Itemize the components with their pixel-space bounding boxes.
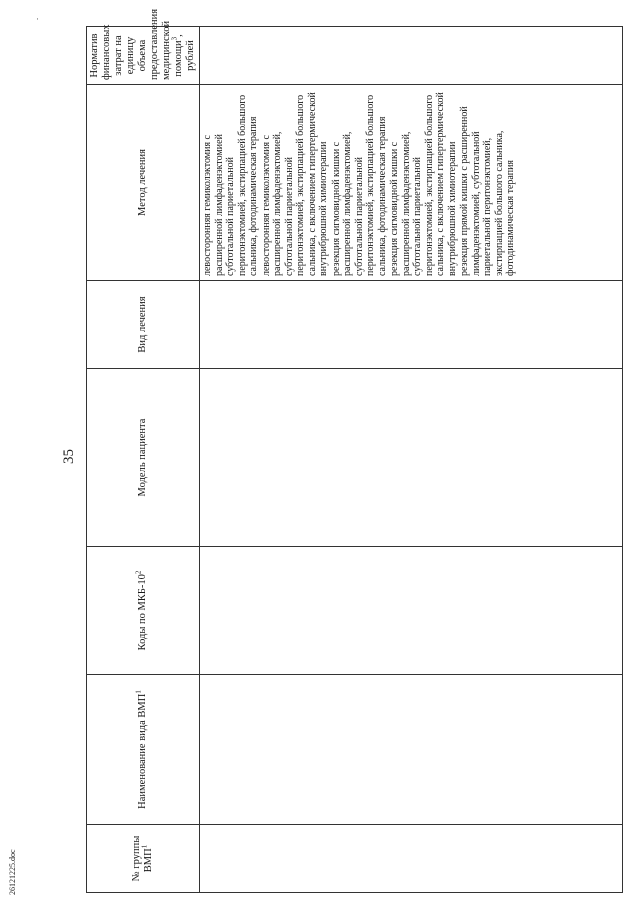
table-row <box>200 27 623 893</box>
method-item: резекция прямой кишки с расширенной лимфаденэктомией, субтотальной париетальной перитонэктомией, экстирпацией большого сальника, фотодинамическая терапия <box>459 106 516 276</box>
method-item: резекция сигмовидной кишки с расширенной лимфаденэктомией, субтотальной париетальной перитонэктомией, экстирпацией большого сальника, фотодинамическая терапия <box>330 94 388 276</box>
method-item: резекция сигмовидной кишки с расширенной лимфаденэктомией, субтотальной париетальной перитонэктомией, экстирпацией большого сальника, с включением гипертермической внутрибрюшной химиотерапии <box>389 92 458 276</box>
cell-financial-norm <box>200 27 623 85</box>
header-financial-norm: Норматив финансовых затрат на единицу объема предоставления медицинской помощи$^3$, рублей <box>87 27 200 85</box>
cell-treatment-methods <box>200 85 623 281</box>
cell-group-no <box>200 825 623 893</box>
page-number: 35 <box>61 449 77 464</box>
rotated-page <box>60 8 613 893</box>
header-group-no: № группы ВМП$^1$ <box>87 825 200 893</box>
header-icd-codes: Коды по МКБ-$10^2$ <box>87 547 200 675</box>
vmp-table <box>86 8 623 893</box>
document-filename: 26121225.doc <box>8 849 17 895</box>
header-patient-model: Модель пациента <box>87 369 200 547</box>
corner-mark: · <box>36 14 39 24</box>
method-item: левосторонняя гемиколэктомия с расширенной лимфаденэктомией, субтотальной париетальной перитонэктомией, экстирпацией большого сальника, с включением гипертермической внутрибрюшной химиотерапии <box>260 92 329 276</box>
header-treatment-method: Метод лечения <box>87 85 200 281</box>
header-treatment-type: Вид лечения <box>87 281 200 369</box>
header-vmp-name: Наименование вида ВМП$^1$ <box>87 675 200 825</box>
cell-vmp-name <box>200 675 623 825</box>
method-item: левосторонняя гемиколэктомия с расширенной лимфаденэктомией субтотальной париетальной перитонэктомией, экстирпацией большого сальника, фотодинамическая терапия <box>202 94 259 276</box>
cell-icd-codes <box>200 547 623 675</box>
cell-patient-model <box>200 369 623 547</box>
table-header-row <box>87 27 200 893</box>
cell-treatment-type <box>200 281 623 369</box>
